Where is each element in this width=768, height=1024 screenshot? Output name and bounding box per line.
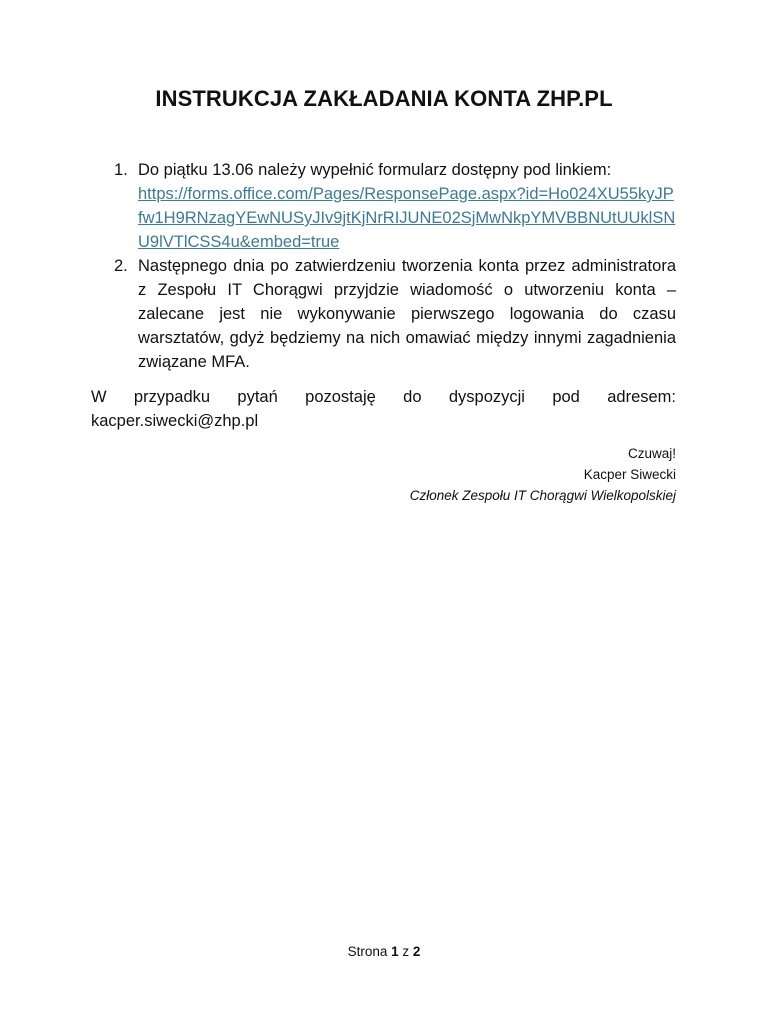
signature-block <box>300 443 676 506</box>
list-item <box>112 158 676 254</box>
page-number-footer <box>0 944 768 959</box>
contact-paragraph <box>91 385 676 433</box>
page-title: INSTRUKCJA ZAKŁADANIA KONTA ZHP.PL <box>155 86 613 111</box>
list-item <box>112 254 676 374</box>
signature-name: Kacper Siwecki <box>583 467 676 482</box>
signature-greeting: Czuwaj! <box>627 446 676 461</box>
contact-text: W przypadku pytań pozostaję do dyspozycji pod adresem: <box>91 388 676 406</box>
footer-prefix: Strona <box>347 944 388 959</box>
list-item-text: Do piątku 13.06 należy wypełnić formularz dostępny pod linkiem: <box>138 161 612 179</box>
footer-current-page: 1 <box>391 944 399 959</box>
signature-role: Członek Zespołu IT Chorągwi Wielkopolskiej <box>409 488 676 503</box>
form-link[interactable]: https://forms.office.com/Pages/ResponsePage.aspx?id=Ho024XU55kyJPfw1H9RNzagYEwNUSyJIv9jtKjNrRIJUNE02SjMwNkpYMVBBNUtUUklSNU9lVTlCSS4u&embed=true <box>138 185 676 251</box>
contact-email: kacper.siwecki@zhp.pl <box>91 412 259 430</box>
instruction-list <box>112 158 676 374</box>
list-item-number: 2. <box>114 257 128 275</box>
footer-total-pages: 2 <box>412 944 421 959</box>
list-item-text: Następnego dnia po zatwierdzeniu tworzenia konta przez administratora z Zespołu IT Chorągwi przyjdzie wiadomość o utworzeniu konta – zalecane jest nie wykonywanie pierwszego logowania do czasu warsztatów, gdyż będziemy na nich omawiać między innymi zagadnienia związane MFA. <box>138 257 676 371</box>
footer-separator: z <box>402 944 410 959</box>
list-item-number: 1. <box>114 161 128 179</box>
